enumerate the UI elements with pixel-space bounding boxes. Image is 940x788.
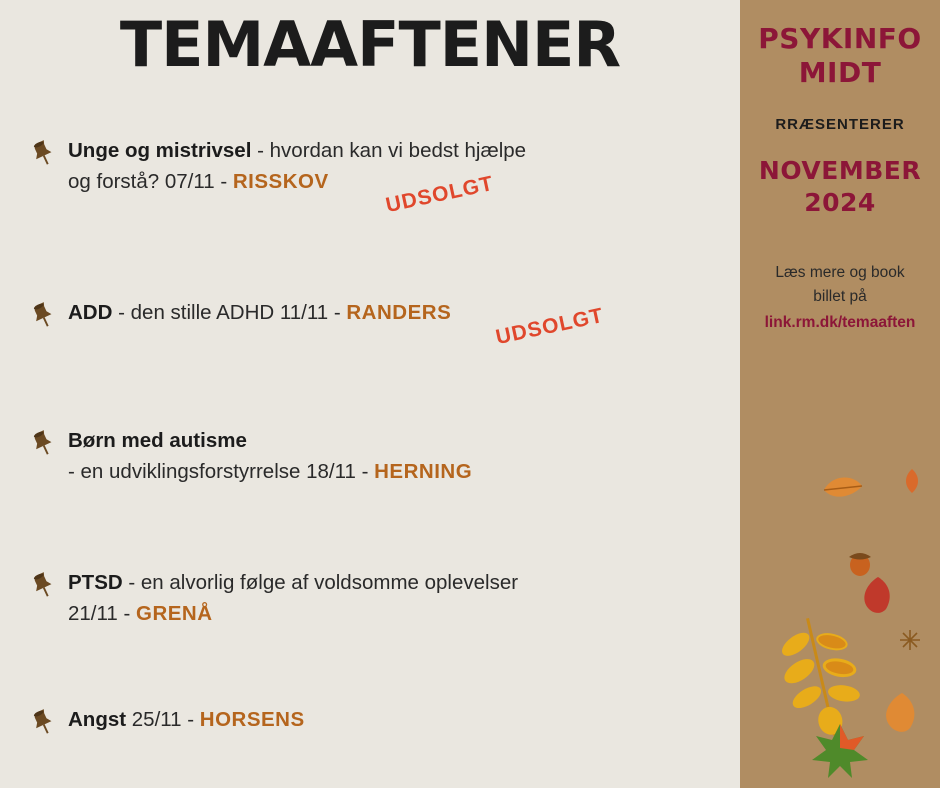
- status-badge: UDSOLGT: [383, 171, 496, 218]
- month-label: [740, 155, 940, 219]
- status-badge: UDSOLGT: [493, 303, 606, 350]
- event-desc: 25/11 -: [126, 708, 200, 731]
- brand-name: [740, 0, 940, 90]
- event-title: ADD: [68, 301, 113, 324]
- event-text: [68, 704, 740, 735]
- pushpin-icon: [28, 708, 58, 738]
- leaf-icon: [808, 720, 872, 788]
- event-city: RISSKOV: [232, 170, 329, 193]
- event-desc: - den stille ADHD 11/11 -: [112, 301, 347, 324]
- event-city: GRENÅ: [136, 602, 213, 625]
- event-text: [68, 425, 740, 487]
- list-item[interactable]: [0, 704, 740, 764]
- leaf-icon: [820, 470, 866, 515]
- list-item[interactable]: [0, 135, 740, 218]
- event-desc: - en alvorlig følge af voldsomme oplevelser: [122, 571, 519, 594]
- page-title: TEMAAFTENER: [119, 8, 621, 81]
- booking-line-2: billet på: [813, 288, 867, 305]
- list-item[interactable]: [0, 567, 740, 629]
- event-text: [68, 135, 740, 197]
- event-city: HERNING: [374, 460, 473, 483]
- event-desc: - hvordan kan vi bedst hjælpe: [251, 139, 527, 162]
- event-title: Børn med autisme: [68, 429, 247, 452]
- event-date: og forstå? 07/11 -: [68, 170, 233, 193]
- event-city: RANDERS: [346, 301, 452, 324]
- pushpin-icon: [28, 429, 58, 459]
- presents-label: RRÆSENTERER: [775, 116, 905, 133]
- event-title: Angst: [68, 708, 127, 731]
- event-text: [68, 567, 740, 629]
- leaf-icon: [898, 628, 922, 657]
- pushpin-icon: [28, 571, 58, 601]
- event-city: HORSENS: [199, 708, 305, 731]
- list-item[interactable]: [0, 425, 740, 487]
- poster-sidebar: [740, 0, 940, 788]
- booking-link[interactable]: link.rm.dk/temaaften: [764, 314, 916, 331]
- pushpin-icon: [28, 301, 58, 331]
- brand-line-2: MIDT: [798, 56, 882, 89]
- event-desc: - en udviklingsforstyrrelse 18/11 -: [68, 460, 375, 483]
- event-date: 21/11 -: [68, 602, 136, 625]
- event-title: PTSD: [68, 571, 123, 594]
- month-name: NOVEMBER: [758, 156, 922, 185]
- year: 2024: [804, 188, 876, 217]
- pushpin-icon: [28, 139, 58, 169]
- event-list: [0, 135, 740, 764]
- event-title: Unge og mistrivsel: [68, 139, 252, 162]
- booking-info: [740, 261, 940, 335]
- booking-line-1: Læs mere og book: [775, 264, 905, 281]
- leaf-icon: [880, 690, 924, 741]
- event-text: [68, 297, 740, 328]
- brand-line-1: PSYKINFO: [758, 22, 922, 55]
- leaf-icon: [900, 468, 924, 499]
- list-item[interactable]: [0, 297, 740, 357]
